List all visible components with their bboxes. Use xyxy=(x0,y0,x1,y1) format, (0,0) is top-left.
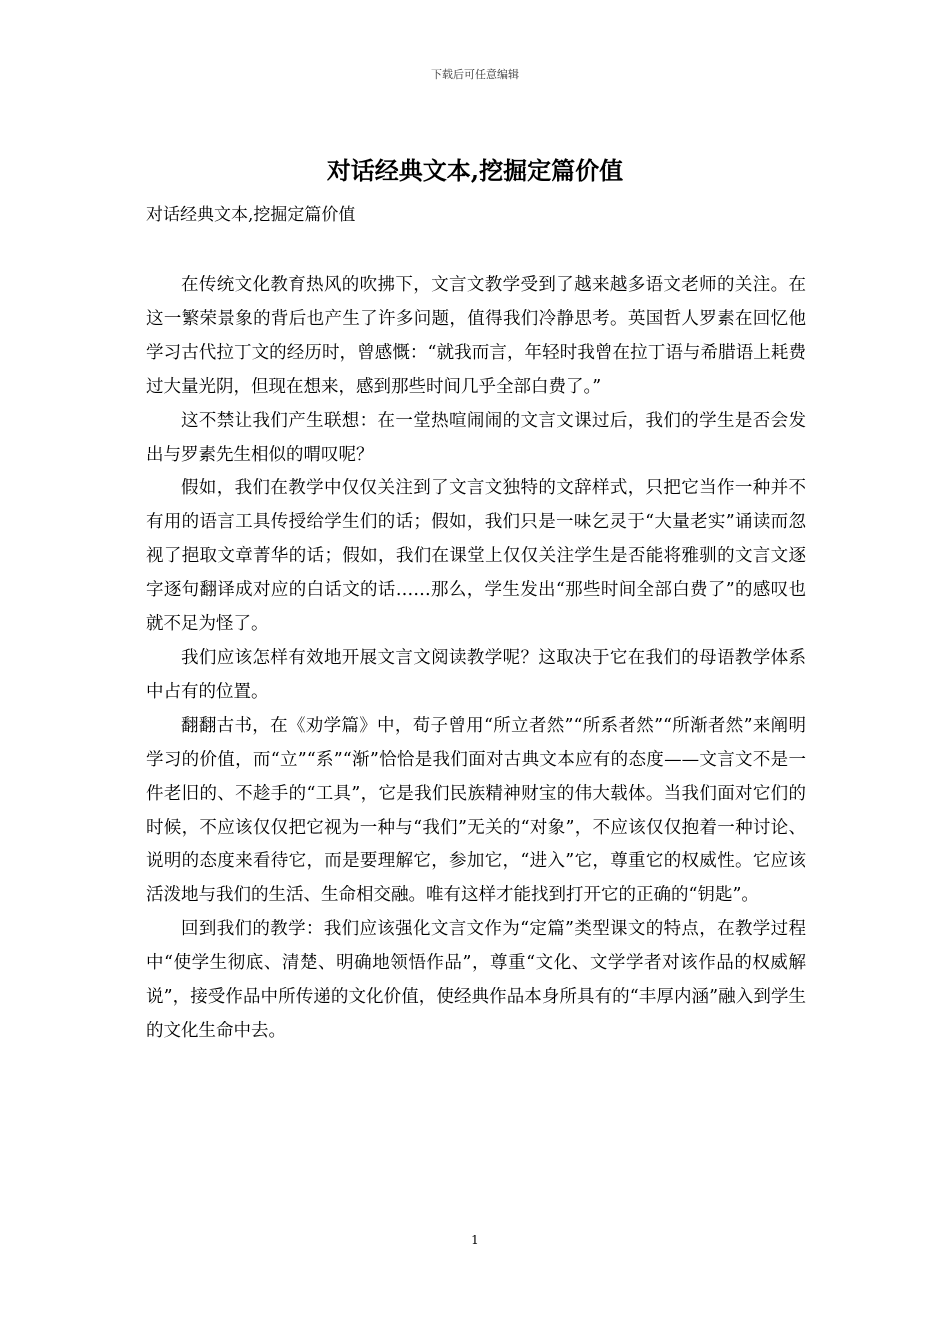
document-subtitle: 对话经典文本,挖掘定篇价值 xyxy=(146,205,356,225)
body-paragraph: 这不禁让我们产生联想：在一堂热喧闹闹的文言文课过后，我们的学生是否会发出与罗素先生相似的喟叹呢？ xyxy=(146,410,806,465)
document-body xyxy=(146,269,806,1049)
document-title: 对话经典文本,挖掘定篇价值 xyxy=(326,156,624,185)
body-paragraph: 在传统文化教育热风的吹拂下，文言文教学受到了越来越多语文老师的关注。在这一繁荣景象的背后也产生了许多问题，值得我们冷静思考。英国哲人罗素在回忆他学习古代拉丁文的经历时，曾感慨：“就我而言，年轻时我曾在拉丁语与希腊语上耗费过大量光阴，但现在想来，感到那些时间几乎全部白费了。” xyxy=(146,275,806,397)
body-paragraph: 我们应该怎样有效地开展文言文阅读教学呢？这取决于它在我们的母语教学体系中占有的位置。 xyxy=(146,647,806,702)
body-paragraph: 回到我们的教学：我们应该强化文言文作为“定篇”类型课文的特点，在教学过程中“使学生彻底、清楚、明确地领悟作品”，尊重“文化、文学学者对该作品的权威解说”，接受作品中所传递的文化价值，使经典作品本身所具有的“丰厚内涵”融入到学生的文化生命中去。 xyxy=(146,919,806,1041)
header-note: 下载后可任意编辑 xyxy=(431,68,519,81)
body-paragraph: 翻翻古书，在《劝学篇》中，荀子曾用“所立者然”“所系者然”“所渐者然”来阐明学习的价值，而“立”“系”“渐”恰恰是我们面对古典文本应有的态度——文言文不是一件老旧的、不趁手的“工具”，它是我们民族精神财宝的伟大载体。当我们面对它们的时候，不应该仅仅把它视为一种与“我们”无关的“对象”，不应该仅仅抱着一种讨论、说明的态度来看待它，而是要理解它，参加它，“进入”它，尊重它的权威性。它应该活泼地与我们的生活、生命相交融。唯有这样才能找到打开它的正确的“钥匙”。 xyxy=(146,715,806,906)
page-number: 1 xyxy=(471,1233,479,1247)
body-paragraph: 假如，我们在教学中仅仅关注到了文言文独特的文辞样式，只把它当作一种并不有用的语言工具传授给学生们的话；假如，我们只是一味乞灵于“大量老实”诵读而忽视了挹取文章菁华的话；假如，我们在课堂上仅仅关注学生是否能将雅驯的文言文逐字逐句翻译成对应的白话文的话……那么，学生发出“那些时间全部白费了”的感叹也就不足为怪了。 xyxy=(146,478,806,635)
